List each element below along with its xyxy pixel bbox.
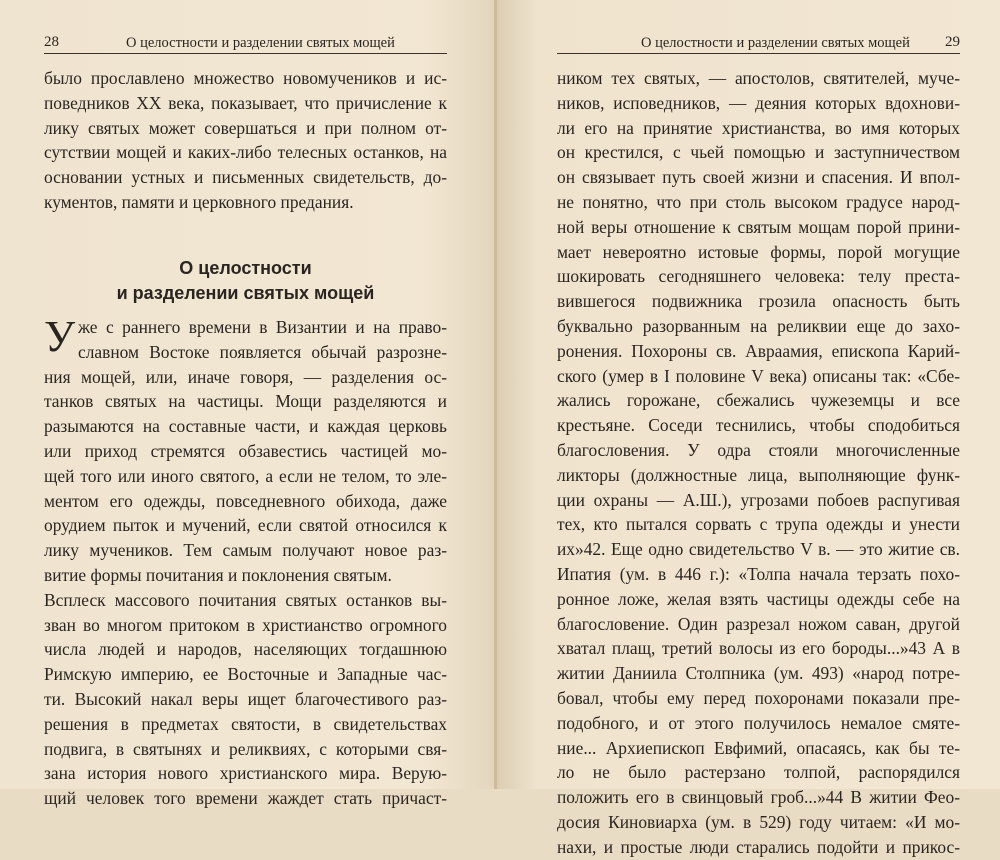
- text-line: он связывает путь своей жизни и спасения. И впол-: [557, 167, 960, 188]
- text-line: крестьяне. Соседи теснились, чтобы сподобиться: [557, 415, 960, 436]
- text-line: он крестился, с чьей помощью и заступничеством: [557, 142, 960, 163]
- text-line: вившегося подвижника грозила опасность быть: [557, 291, 960, 312]
- heading-line: О целостности: [179, 258, 312, 278]
- text-line: Ипатия (ум. в 446 г.): «Толпа начала терзать похо-: [557, 563, 960, 584]
- text-line: или приход стремятся обзавестись частицей мо-: [44, 440, 447, 461]
- page-text: [557, 66, 960, 860]
- text-line: ментом его одежды, повседневного обихода, даже: [44, 490, 447, 511]
- text-line: шокировать сегодняшнего человека: телу преста-: [557, 266, 960, 287]
- text-line: сутствии мощей и каких-либо телесных останков, на: [44, 142, 447, 163]
- text-line: не понятно, что при столь высоком градусе народ-: [557, 191, 960, 212]
- text-line: мает невероятно истовые формы, порой могущие: [557, 241, 960, 262]
- text-line: танков святых на частицы. Мощи разделяются и: [44, 391, 447, 412]
- text-line: житии Даниила Столпника (ум. 493) «народ потре-: [557, 663, 960, 684]
- text-line: орудием пыток и мучений, если святой относился к: [44, 515, 447, 536]
- text-line: ликторы (должностные лица, выполняющие функ-: [557, 464, 960, 485]
- text-line: было прославлено множество новомучеников и ис-: [44, 68, 447, 88]
- text-line: благословение. Один разрезал ножом саван, другой: [557, 613, 960, 634]
- text-line: положить его в свинцовый гроб...»44 В житии Фео-: [557, 787, 960, 808]
- text-line: Всплеск массового почитания святых останков вы-: [44, 589, 447, 610]
- text-line: нахи, и простые люди старались подойти и прикос-: [557, 836, 960, 857]
- text-line: ной веры отношение к святым мощам порой прини-: [557, 216, 960, 237]
- text-line: же с раннего времени в Византии и на право-: [78, 317, 447, 337]
- text-line: ло не было растерзано толпой, распорядился: [557, 762, 960, 783]
- text-line: числа людей и народов, населяющих тогдашнюю: [44, 639, 447, 660]
- text-line: ние... Архиепископ Евфимий, опасаясь, как бы те-: [557, 737, 960, 758]
- text-line: тех, кто пытался сорвать с трупа одежды и унести: [557, 514, 960, 535]
- text-line: щей того или иного святого, а если не телом, то эле-: [44, 465, 447, 486]
- text-line: ского (умер в I половине V века) описаны так: «Сбе-: [557, 365, 960, 386]
- heading-line: и разделении святых мощей: [116, 283, 375, 303]
- running-head: О целостности и разделении святых мощей: [126, 35, 395, 51]
- text-line: их»42. Еще одно свидетельство V в. — это житие св.: [557, 539, 960, 560]
- text-line: разымаются на составные части, и каждая церковь: [44, 416, 447, 437]
- text-line: ти. Высокий накал веры ищет благочестивого раз-: [44, 688, 447, 709]
- text-line: подобного, и от этого получилось немалое смяте-: [557, 712, 960, 733]
- right-page-header: [557, 34, 960, 54]
- text-line: поведников XX века, показывает, что причисление к: [44, 92, 447, 113]
- text-line: ронения. Похороны св. Авраамия, епископа Карий-: [557, 340, 960, 361]
- text-line: ронное ложе, желая взять частицы одежды себе на: [557, 588, 960, 609]
- text-line: зван во многом притоком в христианство огромного: [44, 614, 447, 635]
- text-line: досия Киновиарха (ум. в 529) году читаем: «И мо-: [557, 811, 960, 832]
- text-line: ния мощей, или, иначе говоря, — разделения ос-: [44, 366, 447, 387]
- header-rule: [557, 53, 960, 54]
- drop-cap: У: [44, 312, 76, 361]
- text-line: подвига, в святынях и реликвиях, с которыми свя-: [44, 738, 447, 759]
- text-line: хватал плащ, третий волосы из его бороды...»43 А в: [557, 638, 960, 659]
- right-page: [497, 0, 1000, 857]
- text-line: бовал, чтобы ему перед похоронами показали пре-: [557, 687, 960, 708]
- text-line: щий человек того времени жаждет стать причаст-: [44, 788, 447, 809]
- page-number: 28: [44, 34, 59, 50]
- text-line: ции охраны — А.Ш.), угрозами побоев распугивая: [557, 489, 960, 510]
- text-line: основании устных и письменных свидетельств, до-: [44, 167, 447, 188]
- text-line: зана история нового христианского мира. Верую-: [44, 763, 447, 784]
- text-line: славном Востоке появляется обычай разрозне-: [78, 341, 447, 362]
- text-line: жались горожане, сбежались чужеземцы и все: [557, 390, 960, 411]
- text-line: ником тех святых, — апостолов, святителей, муче-: [557, 68, 960, 88]
- text-line: ников, исповедников, — деяния которых вдохнови-: [557, 92, 960, 113]
- text-line: Римскую империю, ее Восточные и Западные час-: [44, 664, 447, 685]
- left-page: [0, 0, 497, 809]
- section-paragraph: [44, 312, 447, 811]
- text-line: лику святых может совершаться и при полном от-: [44, 117, 447, 138]
- header-rule: [44, 53, 447, 54]
- text-line: буквально разорванным на реликвии еще до захо-: [557, 315, 960, 336]
- text-line: витие формы почитания и поклонения святым.: [44, 564, 392, 585]
- text-line: лику мучеников. Тем самым получают новое раз-: [44, 540, 447, 561]
- page-number: 29: [945, 34, 960, 50]
- text-line: ли его на принятие христианства, во имя которых: [557, 117, 960, 138]
- running-head: О целостности и разделении святых мощей: [641, 35, 910, 51]
- section-heading: [44, 256, 447, 306]
- text-line: кументов, памяти и церковного предания.: [44, 191, 354, 212]
- text-line: решения в предметах святости, в свидетельствах: [44, 713, 447, 734]
- text-line: благословения. У одра стояли многочисленные: [557, 439, 960, 460]
- left-page-header: [44, 34, 447, 54]
- paragraph-continued: [44, 66, 447, 215]
